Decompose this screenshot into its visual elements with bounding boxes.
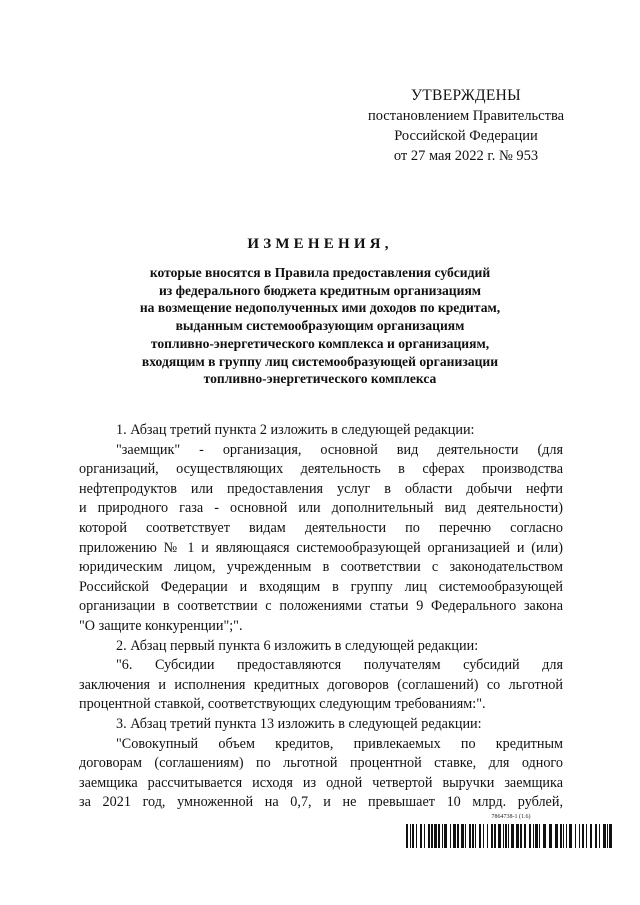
- barcode-bar: [416, 824, 417, 848]
- barcode-bar: [543, 824, 546, 848]
- body-line: заключения и исполнения кредитных договоров (соглашений) со льготной: [79, 676, 563, 693]
- body-line: нефтепродуктов или предоставления услуг в области добычи нефти: [79, 480, 563, 497]
- barcode-bar: [539, 824, 540, 848]
- document-barcode: [406, 813, 616, 863]
- body-line: организаций, осуществляющих деятельность в сферах производства: [79, 461, 563, 478]
- body-line: за 2021 год, умноженной на 0,7, и не превышает 10 млрд. рублей,: [79, 794, 563, 811]
- barcode-bar: [579, 824, 580, 848]
- document-subtitle: [70, 264, 570, 388]
- body-line: "О защите конкуренции";".: [79, 617, 243, 634]
- subtitle-line: входящим в группу лиц системообразующей организации: [141, 353, 499, 369]
- body-line: организации в соответствии с положениями статьи 9 Федерального закона: [79, 598, 563, 615]
- barcode-bar: [412, 824, 414, 848]
- barcode-bar: [420, 824, 422, 848]
- barcode-bar: [575, 824, 576, 848]
- body-line: "Совокупный объем кредитов, привлекаемых по кредитным: [116, 735, 563, 752]
- barcode-bar: [563, 824, 564, 848]
- barcode-bar: [491, 824, 493, 848]
- barcode-icon: [406, 824, 616, 848]
- barcode-bar: [566, 824, 567, 848]
- barcode-bar: [595, 824, 597, 848]
- barcode-bar: [555, 824, 558, 848]
- body-line: юридическим лицом, учрежденным в соответствии с законодательством: [79, 559, 563, 576]
- subtitle-line: топливно-энергетического комплекса: [203, 371, 437, 387]
- barcode-bar: [444, 824, 447, 848]
- subtitle-line: выданным системообразующим организациям: [175, 318, 465, 334]
- barcode-label: 7864738-1 (1.6): [491, 814, 531, 820]
- body-line: приложению № 1 и являющаяся системообразующей организацией и (или): [79, 539, 563, 556]
- barcode-bar: [503, 824, 504, 848]
- barcode-bar: [438, 824, 440, 848]
- approval-date-number: от 27 мая 2022 г. № 953: [393, 148, 539, 164]
- barcode-bar: [431, 824, 433, 848]
- approval-line-1: постановлением Правительства: [367, 108, 565, 124]
- subtitle-line: которые вносятся в Правила предоставления субсидий: [149, 265, 491, 280]
- barcode-bar: [607, 824, 608, 848]
- barcode-bar: [424, 824, 425, 848]
- barcode-bar: [450, 824, 451, 848]
- barcode-bar: [479, 824, 481, 848]
- barcode-bar: [461, 824, 464, 848]
- body-line: договорам (соглашениям) по льготной процентной ставке, для одного: [79, 755, 563, 772]
- barcode-bar: [469, 824, 471, 848]
- body-line-item-3-heading: 3. Абзац третий пункта 13 изложить в следующей редакции:: [116, 715, 482, 732]
- barcode-bar: [483, 824, 484, 848]
- barcode-bar: [586, 824, 587, 848]
- barcode-bar: [569, 824, 572, 848]
- barcode-bar: [533, 824, 534, 848]
- barcode-bar: [428, 824, 430, 848]
- body-line: и природного газа - основной или дополнительный вид деятельности): [79, 500, 563, 517]
- body-line: которой соответствует видам деятельности по перечню согласно: [79, 519, 563, 536]
- document-title: ИЗМЕНЕНИЯ,: [247, 236, 393, 252]
- barcode-bar: [603, 824, 606, 848]
- body-line-item-2-heading: 2. Абзац первый пункта 6 изложить в следующей редакции:: [116, 637, 479, 654]
- barcode-bar: [599, 824, 600, 848]
- subtitle-line: топливно-энергетического комплекса и организациям,: [150, 335, 490, 351]
- approval-stamp: [346, 86, 586, 166]
- barcode-bar: [535, 824, 538, 848]
- barcode-bar: [457, 824, 459, 848]
- subtitle-line: из федерального бюджета кредитным организациям: [158, 282, 482, 298]
- barcode-bar: [487, 824, 488, 848]
- body-line: заемщика рассчитывается исходя из одной четвертой выручки заемщика: [79, 774, 563, 791]
- subtitle-line: на возмещение недополученных ими доходов по кредитам,: [139, 300, 501, 316]
- body-line: процентной ставкой, соответствующих следующим требованиям:".: [79, 696, 486, 713]
- approval-line-2: Российской Федерации: [394, 128, 538, 144]
- barcode-bar: [505, 824, 507, 848]
- barcode-bar: [442, 824, 443, 848]
- body-line: "заемщик" - организация, основной вид деятельности (для: [116, 441, 563, 458]
- barcode-bar: [560, 824, 562, 848]
- barcode-bar: [549, 824, 552, 848]
- approval-title: УТВЕРЖДЕНЫ: [411, 87, 521, 104]
- body-line: Российской Федерации и входящим в группу лиц системообразующей: [79, 578, 563, 595]
- barcode-bar: [508, 824, 509, 848]
- barcode-bar: [494, 824, 496, 848]
- barcode-bar: [609, 824, 612, 848]
- document-heading: [70, 234, 570, 388]
- barcode-bar: [516, 824, 519, 848]
- barcode-bar: [475, 824, 476, 848]
- document-body: [79, 421, 563, 813]
- barcode-bar: [529, 824, 531, 848]
- barcode-bar: [410, 824, 411, 848]
- barcode-bar: [498, 824, 501, 848]
- barcode-bar: [453, 824, 456, 848]
- body-line: "6. Субсидии предоставляются получателям субсидий для: [116, 657, 563, 674]
- barcode-bar: [465, 824, 466, 848]
- barcode-bar: [434, 824, 437, 848]
- barcode-bar: [406, 824, 408, 848]
- barcode-bar: [590, 824, 592, 848]
- barcode-bar: [582, 824, 584, 848]
- barcode-bar: [520, 824, 522, 848]
- body-line-item-1-heading: 1. Абзац третий пункта 2 изложить в следующей редакции:: [116, 422, 475, 438]
- barcode-bar: [511, 824, 514, 848]
- barcode-bar: [472, 824, 474, 848]
- barcode-bar: [524, 824, 526, 848]
